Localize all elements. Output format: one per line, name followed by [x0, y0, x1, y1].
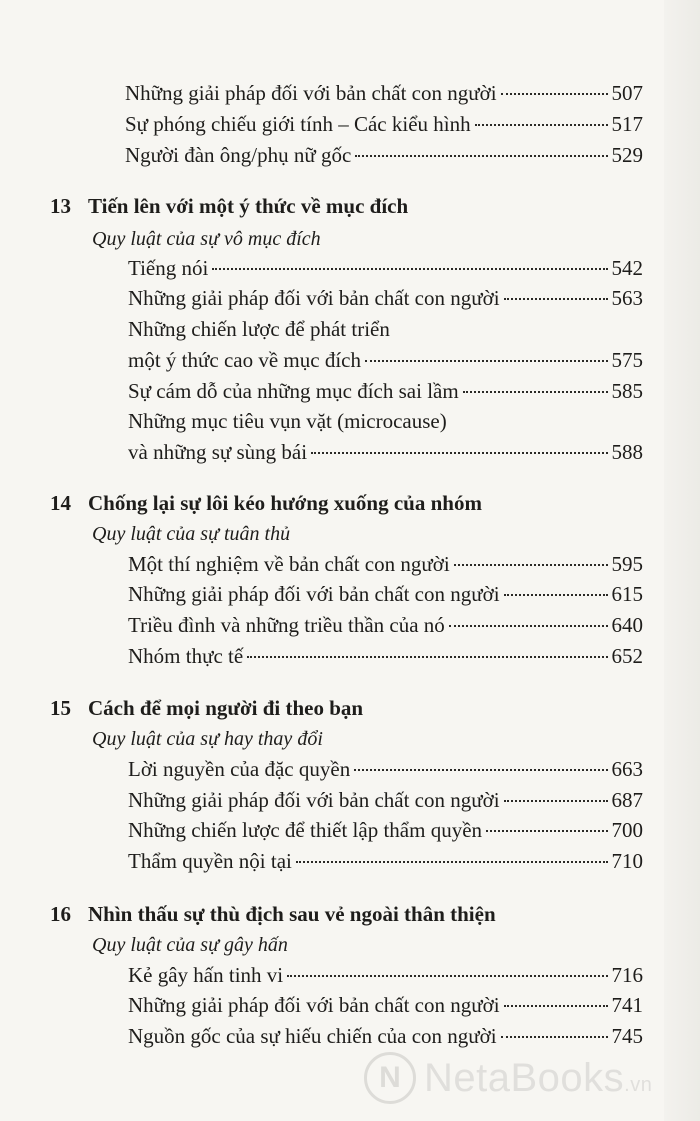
- chapter-heading[interactable]: [50, 192, 408, 220]
- watermark: [364, 1046, 684, 1110]
- entry-title: Những giải pháp đối với bản chất con người: [128, 582, 500, 606]
- toc-entry[interactable]: [128, 284, 643, 312]
- toc-entry[interactable]: [128, 961, 643, 989]
- dot-leader: [449, 625, 608, 627]
- entry-page: 745: [611, 1024, 643, 1048]
- watermark-suffix: .vn: [624, 1074, 653, 1096]
- entry-page: 542: [611, 256, 643, 280]
- toc-entry[interactable]: [128, 346, 643, 374]
- chapter-title: Cách để mọi người đi theo bạn: [88, 696, 364, 720]
- dot-leader: [311, 452, 607, 454]
- entry-title: Những giải pháp đối với bản chất con người: [128, 286, 500, 310]
- dot-leader: [486, 830, 607, 832]
- chapter-rule: Quy luật của sự vô mục đích: [92, 228, 321, 250]
- toc-entry[interactable]: [128, 847, 643, 875]
- toc-entry[interactable]: [128, 991, 643, 1019]
- dot-leader: [355, 155, 607, 157]
- entry-page: 529: [611, 143, 643, 167]
- dot-leader: [354, 769, 607, 771]
- entry-title-line1: Những mục tiêu vụn vặt (microcause): [128, 409, 447, 433]
- netabooks-logo-icon: N: [364, 1052, 416, 1104]
- entry-page: 615: [611, 582, 643, 606]
- toc-entry[interactable]: [128, 786, 643, 814]
- entry-page: 700: [611, 818, 643, 842]
- watermark-brand: NetaBooks: [424, 1056, 625, 1100]
- dot-leader: [475, 124, 608, 126]
- dot-leader: [504, 800, 608, 802]
- entry-title: Những giải pháp đối với bản chất con người: [128, 993, 500, 1017]
- chapter-rule: Quy luật của sự hay thay đổi: [92, 728, 323, 750]
- dot-leader: [501, 1036, 608, 1038]
- entry-title: Nguồn gốc của sự hiếu chiến của con người: [128, 1024, 497, 1048]
- toc-entry[interactable]: [128, 580, 643, 608]
- entry-title: Sự cám dỗ của những mục đích sai lầm: [128, 379, 459, 403]
- entry-page: 741: [611, 993, 643, 1017]
- toc-entry[interactable]: [128, 377, 643, 405]
- entry-page: 585: [611, 379, 643, 403]
- dot-leader: [454, 564, 608, 566]
- chapter-title: Tiến lên với một ý thức về mục đích: [88, 194, 409, 218]
- entry-page: 507: [611, 81, 643, 105]
- entry-page: 640: [611, 613, 643, 637]
- dot-leader: [504, 298, 608, 300]
- entry-title: Lời nguyền của đặc quyền: [128, 757, 351, 781]
- entry-page: 716: [611, 963, 643, 987]
- entry-page: 588: [611, 440, 643, 464]
- toc-entry[interactable]: [125, 110, 643, 138]
- entry-title-line1: Những chiến lược để phát triển: [128, 317, 390, 341]
- toc-entry[interactable]: [128, 550, 643, 578]
- toc-entry[interactable]: [125, 79, 643, 107]
- toc-entry[interactable]: [128, 642, 643, 670]
- toc-entry[interactable]: [128, 611, 643, 639]
- entry-title: Những giải pháp đối với bản chất con người: [128, 788, 500, 812]
- dot-leader: [287, 975, 607, 977]
- entry-title: một ý thức cao về mục đích: [128, 348, 361, 372]
- entry-title: Người đàn ông/phụ nữ gốc: [125, 143, 352, 167]
- chapter-title: Chống lại sự lôi kéo hướng xuống của nhóm: [88, 491, 482, 515]
- dot-leader: [504, 594, 608, 596]
- chapter-number: 13: [50, 194, 71, 218]
- toc-entry[interactable]: [128, 755, 643, 783]
- chapter-heading[interactable]: [50, 694, 363, 722]
- dot-leader: [296, 861, 608, 863]
- dot-leader: [212, 268, 607, 270]
- entry-page: 663: [611, 757, 643, 781]
- chapter-number: 14: [50, 491, 71, 515]
- entry-title: Nhóm thực tế: [128, 644, 244, 668]
- entry-title: và những sự sùng bái: [128, 440, 308, 464]
- entry-page: 517: [611, 112, 643, 136]
- chapter-number: 16: [50, 902, 71, 926]
- chapter-heading[interactable]: [50, 489, 482, 517]
- entry-page: 652: [611, 644, 643, 668]
- dot-leader: [247, 656, 607, 658]
- entry-page: 710: [611, 849, 643, 873]
- dot-leader: [504, 1005, 608, 1007]
- chapter-rule: Quy luật của sự tuân thủ: [92, 523, 291, 545]
- entry-page: 687: [611, 788, 643, 812]
- watermark-text: [424, 1058, 652, 1098]
- dot-leader: [365, 360, 608, 362]
- entry-title: Tiếng nói: [128, 256, 209, 280]
- toc-entry[interactable]: [128, 438, 643, 466]
- toc-entry[interactable]: [128, 254, 643, 282]
- entry-title: Sự phóng chiếu giới tính – Các kiểu hình: [125, 112, 471, 136]
- dot-leader: [501, 93, 608, 95]
- entry-page: 563: [611, 286, 643, 310]
- entry-page: 595: [611, 552, 643, 576]
- entry-title: Một thí nghiệm về bản chất con người: [128, 552, 450, 576]
- entry-title: Những chiến lược để thiết lập thẩm quyền: [128, 818, 483, 842]
- toc-entry[interactable]: [125, 141, 643, 169]
- chapter-rule: Quy luật của sự gây hấn: [92, 934, 288, 956]
- entry-title: Thẩm quyền nội tại: [128, 849, 292, 873]
- chapter-title: Nhìn thấu sự thù địch sau vẻ ngoài thân thiện: [88, 902, 496, 926]
- chapter-number: 15: [50, 696, 71, 720]
- chapter-heading[interactable]: [50, 900, 496, 928]
- toc-entry[interactable]: [128, 816, 643, 844]
- entry-title: Những giải pháp đối với bản chất con người: [125, 81, 497, 105]
- dot-leader: [463, 391, 608, 393]
- entry-title: Kẻ gây hấn tinh vi: [128, 963, 284, 987]
- entry-title: Triều đình và những triều thần của nó: [128, 613, 445, 637]
- entry-page: 575: [611, 348, 643, 372]
